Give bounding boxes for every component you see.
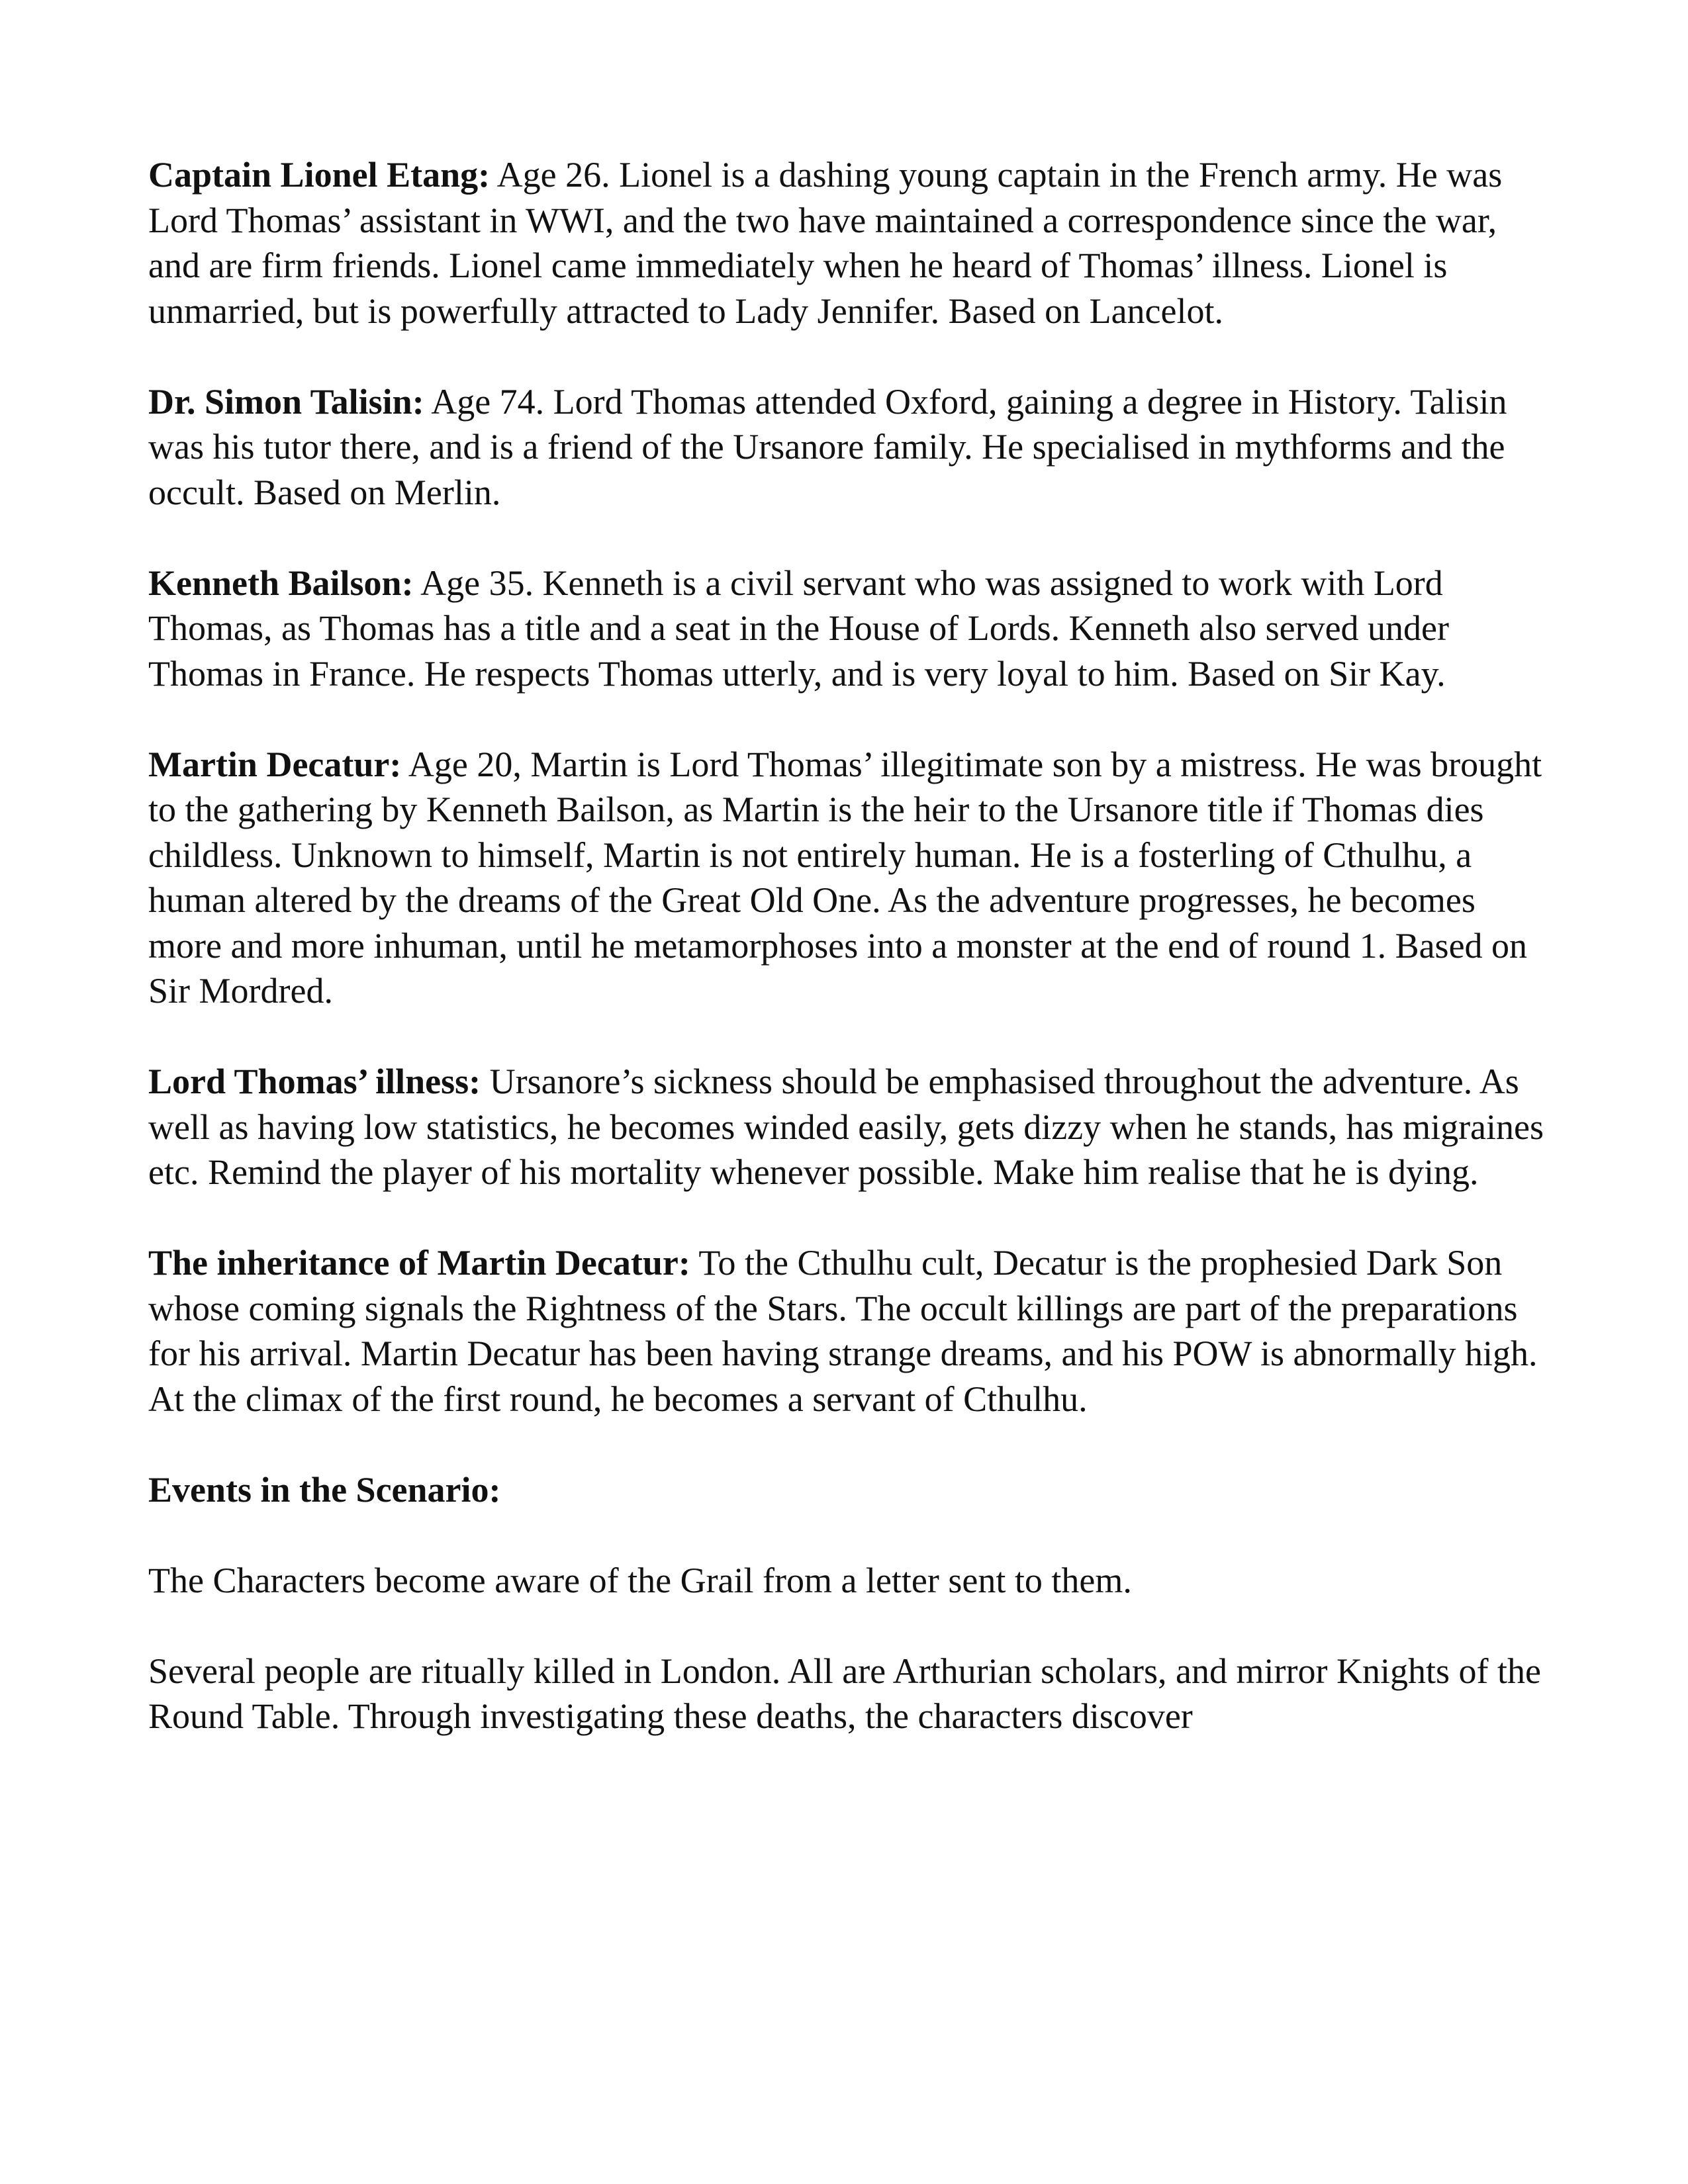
event-paragraph: The Characters become aware of the Grail from a letter sent to them. <box>148 1560 1132 1600</box>
character-entry-martin <box>148 742 1545 1014</box>
entry-text: To the Cthulhu cult, Decatur is the prophesied Dark Son whose coming signals the Rightness of the Stars. The occult killings are part of the preparations for his arrival. Martin Decatur has been having strange dreams, and his POW is abnormally high. At the climax of the first round, he becomes a servant of Cthulhu. <box>148 1243 1538 1419</box>
section-heading <box>148 1467 1545 1513</box>
section-heading-text: Events in the Scenario: <box>148 1469 501 1510</box>
entry-term: Kenneth Bailson: <box>148 563 414 603</box>
entry-term: Captain Lionel Etang: <box>148 155 491 195</box>
entry-term: The inheritance of Martin Decatur: <box>148 1243 690 1283</box>
note-thomas-illness <box>148 1059 1545 1195</box>
entry-text: Age 26. Lionel is a dashing young captain in the French army. He was Lord Thomas’ assistant in WWI, and the two have maintained a correspondence since the war, and are firm friends. Lionel came immediately when he heard of Thomas’ illness. Lionel is unmarried, but is powerfully attracted to Lady Jennifer. Based on Lancelot. <box>148 155 1503 331</box>
character-entry-kenneth <box>148 561 1545 697</box>
character-entry-lionel <box>148 152 1545 334</box>
note-martin-inheritance <box>148 1240 1545 1422</box>
event-paragraph: Several people are ritually killed in London. All are Arthurian scholars, and mirror Knights of the Round Table. Through investigating these deaths, the characters discover <box>148 1651 1541 1736</box>
entry-text: Age 74. Lord Thomas attended Oxford, gaining a degree in History. Talisin was his tutor there, and is a friend of the Ursanore family. He specialised in mythforms and the occult. Based on Merlin. <box>148 381 1507 512</box>
entry-term: Martin Decatur: <box>148 744 402 784</box>
entry-text: Ursanore’s sickness should be emphasised throughout the adventure. As well as having low statistics, he becomes winded easily, gets dizzy when he stands, has migraines etc. Remind the player of his mortality whenever possible. Make him realise that he is dying. <box>148 1062 1544 1192</box>
entry-term: Dr. Simon Talisin: <box>148 381 424 422</box>
entry-term: Lord Thomas’ illness: <box>148 1062 481 1101</box>
character-entry-talisin <box>148 379 1545 516</box>
entry-text: Age 35. Kenneth is a civil servant who was assigned to work with Lord Thomas, as Thomas has a title and a seat in the House of Lords. Kenneth also served under Thomas in France. He respects Thomas utterly, and is very loyal to him. Based on Sir Kay. <box>148 563 1449 694</box>
document-page <box>148 152 1545 1784</box>
entry-text: Age 20, Martin is Lord Thomas’ illegitimate son by a mistress. He was brought to the gathering by Kenneth Bailson, as Martin is the heir to the Ursanore title if Thomas dies childless. Unknown to himself, Martin is not entirely human. He is a fosterling of Cthulhu, a human altered by the dreams of the Great Old One. As the adventure progresses, he becomes more and more inhuman, until he metamorphoses into a monster at the end of round 1. Based on Sir Mordred. <box>148 744 1542 1011</box>
